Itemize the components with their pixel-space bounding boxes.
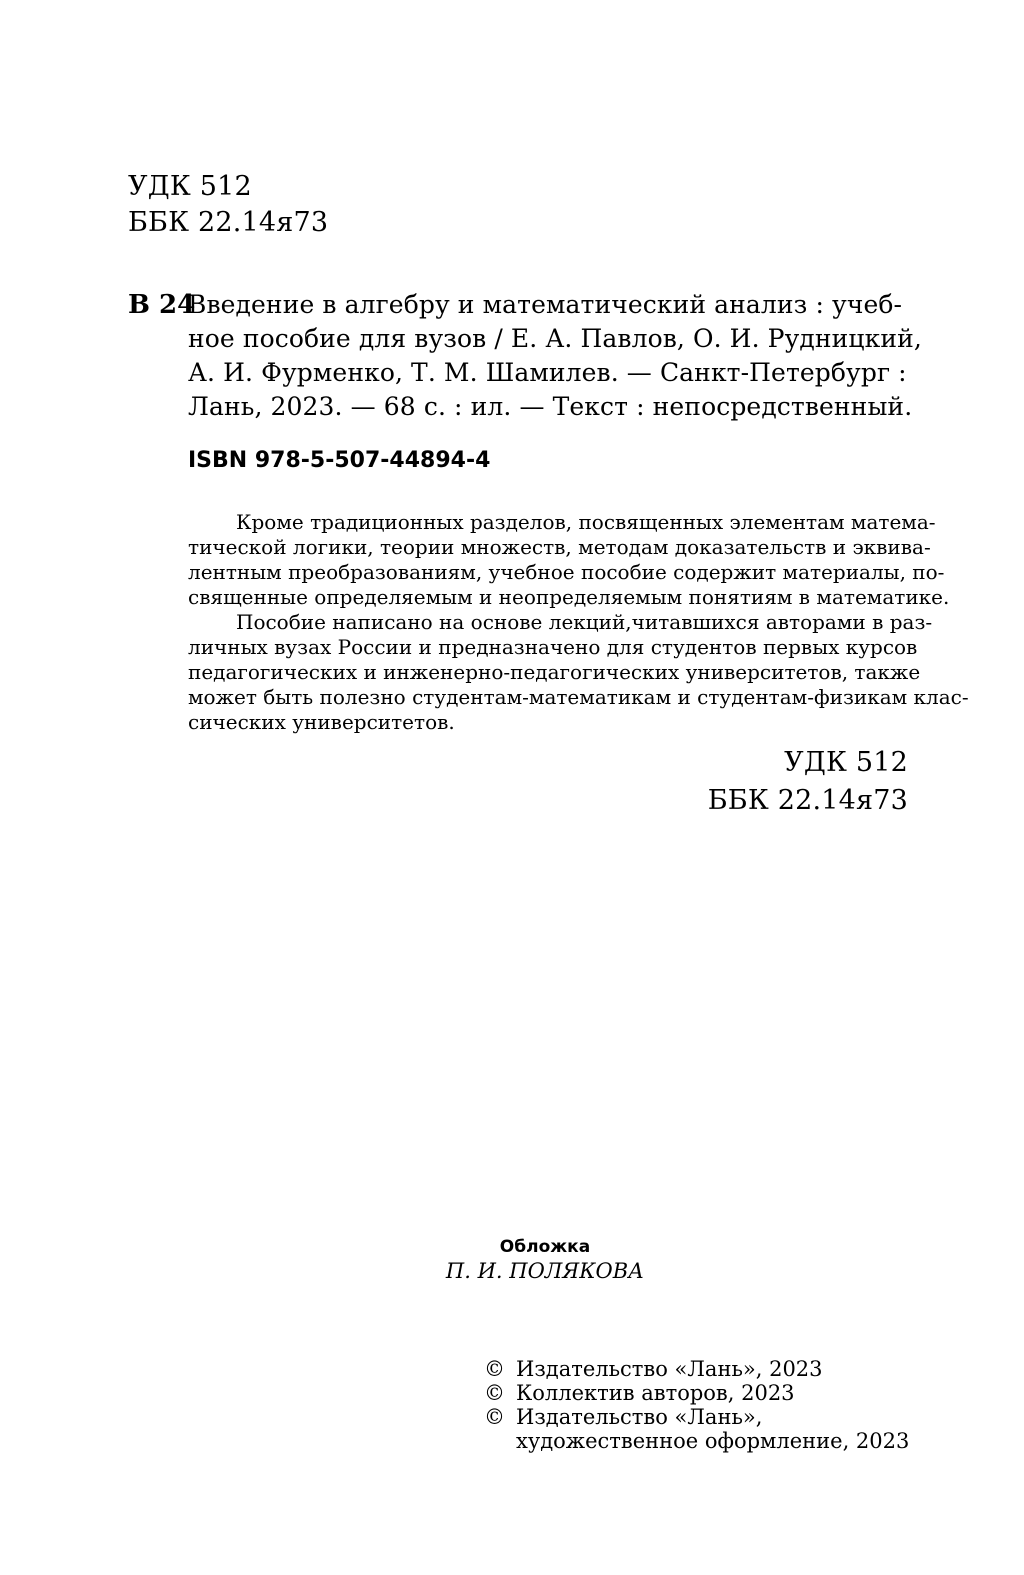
bbk-code-bottom: ББК 22.14я73 xyxy=(707,785,908,816)
isbn: ISBN 978-5-507-44894-4 xyxy=(188,448,491,473)
cover-artist: П. И. ПОЛЯКОВА xyxy=(445,1259,645,1283)
annotation-line: лентным преобразованиям, учебное пособие содержит материалы, по- xyxy=(188,560,945,584)
copyright-text: Издательство «Лань», 2023 xyxy=(516,1357,823,1381)
udk-code-bottom: УДК 512 xyxy=(784,747,908,778)
bibliographic-line: А. И. Фурменко, Т. М. Шамилев. — Санкт-Петербург : xyxy=(188,358,907,387)
cover-label: Обложка xyxy=(499,1237,591,1257)
copyright-sign: © xyxy=(484,1405,505,1429)
annotation-line: Кроме традиционных разделов, посвященных элементам матема- xyxy=(236,510,936,534)
udk-code-top: УДК 512 xyxy=(128,171,252,202)
copyright-line xyxy=(484,1380,795,1406)
bibliographic-line: ное пособие для вузов / Е. А. Павлов, О. И. Рудницкий, xyxy=(188,324,922,353)
copyright-continuation: художественное оформление, 2023 xyxy=(516,1429,910,1453)
copyright-text: Коллектив авторов, 2023 xyxy=(516,1381,795,1405)
annotation-line: священные определяемым и неопределяемым понятиям в математике. xyxy=(188,585,950,609)
annotation-line: Пособие написано на основе лекций,читавшихся авторами в раз- xyxy=(236,610,933,634)
bbk-code-top: ББК 22.14я73 xyxy=(128,207,329,238)
annotation-line: может быть полезно студентам-математикам и студентам-физикам клас- xyxy=(188,685,969,709)
copyright-line xyxy=(484,1356,823,1382)
copyright-sign: © xyxy=(484,1357,505,1381)
annotation-line: педагогических и инженерно-педагогических университетов, также xyxy=(188,660,921,684)
annotation-line: личных вузах России и предназначено для студентов первых курсов xyxy=(188,635,918,659)
copyright-line xyxy=(484,1404,762,1430)
author-sign: В 24 xyxy=(128,290,196,320)
bibliographic-line: Лань, 2023. — 68 с. : ил. — Текст : непосредственный. xyxy=(188,392,913,421)
annotation-line: сических университетов. xyxy=(188,710,455,734)
bibliographic-line: Введение в алгебру и математический анализ : учеб- xyxy=(188,290,903,319)
copyright-text: Издательство «Лань», xyxy=(516,1405,763,1429)
annotation-line: тической логики, теории множеств, методам доказательств и эквива- xyxy=(188,535,931,559)
copyright-sign: © xyxy=(484,1381,505,1405)
